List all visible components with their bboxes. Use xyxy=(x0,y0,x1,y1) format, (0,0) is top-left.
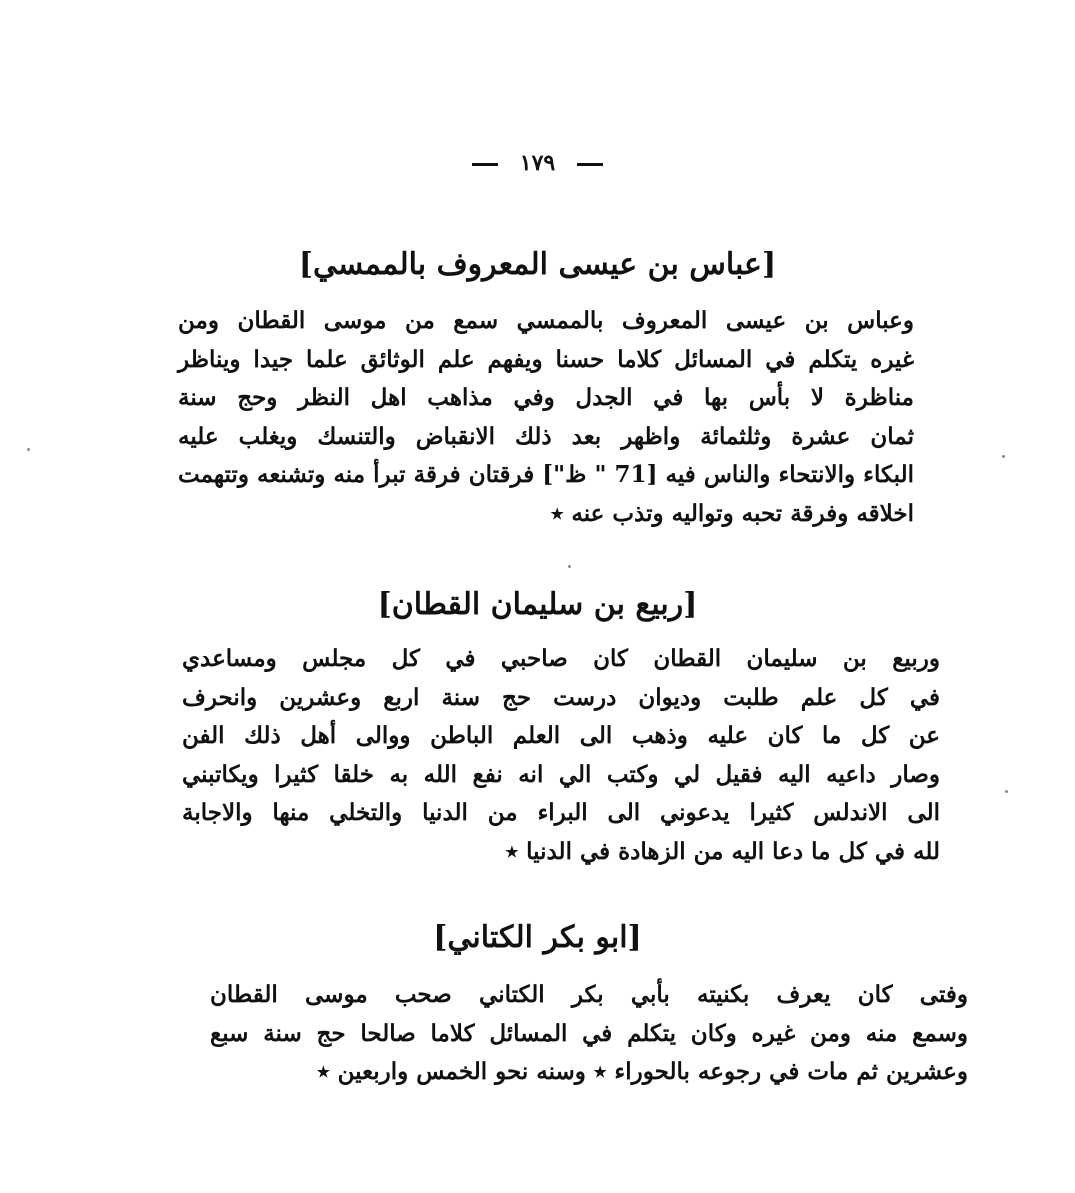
text-line: ثمان عشرة وثلثمائة واظهر بعد ذلك الانقباض والتنسك ويغلب عليه xyxy=(178,422,914,450)
section-body-kattani xyxy=(210,976,968,1092)
section-body-rabi xyxy=(182,640,940,871)
text-line: وصار داعيه اليه فقيل لي وكتب الي انه نفع الله به خلقا كثيرا ويكاتبني xyxy=(182,760,940,788)
section-title-rabi: [ربيع بن سليمان القطان] xyxy=(377,587,698,622)
text-line: اخلاقه وفرقة تحبه وتواليه وتذب عنه ٭ xyxy=(550,499,914,527)
text-line: عن كل ما كان عليه وذهب الى العلم الباطن ووالى أهل ذلك الفن xyxy=(182,722,940,749)
header-dash-right xyxy=(577,163,603,166)
scan-speck xyxy=(1005,790,1008,793)
page-number-header xyxy=(0,150,1075,176)
text-line: البكاء والانتحاء والناس فيه [‎" 71 ظ"‎] فرقتان فرقة تبرأ منه وتشنعه وتتهمت xyxy=(178,461,915,488)
text-line: الى الاندلس كثيرا يدعوني الى البراء من الدنيا والتخلي منها والاجابة xyxy=(182,799,940,826)
text-line: وعشرين ثم مات في رجوعه بالحوراء ٭ وسنه نحو الخمس واربعين ٭ xyxy=(317,1058,968,1085)
text-line: في كل علم طلبت وديوان درست حج سنة اربع وعشرين وانحرف xyxy=(182,683,940,711)
section-title-abbas: [عباس بن عيسى المعروف بالممسي] xyxy=(298,247,777,282)
text-line: وسمع منه ومن غيره وكان يتكلم في المسائل كلاما صالحا حج سنة سبع xyxy=(210,1019,968,1047)
section-title-kattani: [ابو بكر الكتاني] xyxy=(433,920,642,955)
text-line: وعباس بن عيسى المعروف بالممسي سمع من موسى القطان ومن xyxy=(178,307,914,334)
text-line: وفتى كان يعرف بكنيته بأبي بكر الكتاني صحب موسى القطان xyxy=(210,981,968,1008)
scan-speck xyxy=(27,448,30,451)
page-number: ١٧٩ xyxy=(519,150,556,176)
scan-speck xyxy=(1002,455,1005,458)
text-line: غيره يتكلم في المسائل كلاما حسنا ويفهم علم الوثائق علما جيدا ويناظر xyxy=(178,345,914,373)
text-line: وربيع بن سليمان القطان كان صاحبي في كل مجلس ومساعدي xyxy=(182,645,940,672)
scan-speck xyxy=(568,565,571,568)
text-line: مناظرة لا بأس بها في الجدل وفي مذاهب اهل النظر وحج سنة xyxy=(178,384,914,411)
text-line: لله في كل ما دعا اليه من الزهادة في الدنيا ٭ xyxy=(505,837,940,865)
section-body-abbas xyxy=(178,302,914,533)
header-dash-left xyxy=(472,163,498,166)
